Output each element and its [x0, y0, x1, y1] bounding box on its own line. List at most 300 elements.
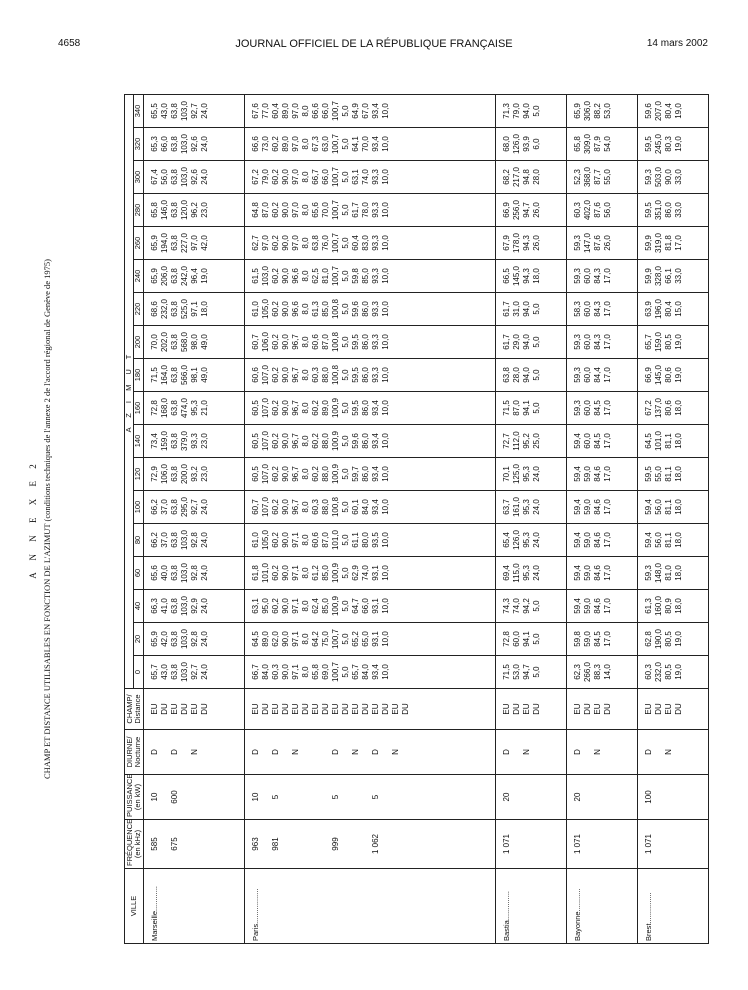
cell-line: 168,0: [159, 397, 169, 419]
cell-line: 84,6: [593, 532, 603, 548]
cell-line: 90,0: [280, 169, 290, 185]
cell-line: 59,5: [644, 136, 654, 152]
cell-line: 97,0: [290, 169, 300, 185]
cell-line: 79,0: [512, 103, 522, 119]
cell-line: 90,0: [280, 235, 290, 251]
table-cell: [638, 524, 709, 557]
cell-line: 60,2: [310, 433, 320, 449]
table-cell: [143, 260, 244, 293]
cell-line: D: [330, 749, 340, 755]
cell-line: 33,0: [674, 202, 684, 218]
cell-line: 60,2: [270, 301, 280, 317]
cell-line: [664, 822, 674, 866]
table-cell: [143, 293, 244, 326]
cell-line: EU: [270, 703, 280, 715]
cell-line: 19,0: [674, 103, 684, 119]
azimut-header-cell: 160: [134, 392, 143, 425]
cell-line: 100,7: [330, 661, 340, 683]
cell-line: 5,0: [340, 303, 350, 315]
cell-line: 5,0: [532, 303, 542, 315]
table-cell: [638, 95, 709, 128]
cell-line: 66,6: [250, 136, 260, 152]
cell-line: D: [270, 749, 280, 755]
azimut-header-cell: 260: [134, 227, 143, 260]
cell-line: DU: [512, 703, 522, 715]
table-cell: [244, 128, 496, 161]
cell-line: 5,0: [532, 633, 542, 645]
cell-line: 59,4: [573, 598, 583, 614]
cell-line: 70,0: [149, 334, 159, 350]
cell-line: 59,3: [573, 400, 583, 416]
cell-line: 17,0: [603, 301, 613, 317]
cell-line: 59,5: [644, 466, 654, 482]
cell-line: 309,0: [583, 133, 593, 155]
cell-line: DU: [320, 703, 330, 715]
table-cell: [496, 95, 567, 128]
cell-line: 147,0: [583, 232, 593, 254]
cell-line: 60,4: [270, 103, 280, 119]
cell-line: 23,0: [199, 202, 209, 218]
cell-line: 1 071: [573, 833, 583, 855]
rotated-page-content: [28, 94, 709, 944]
cell-line: 585: [149, 837, 159, 851]
cell-line: [160, 822, 170, 866]
table-cell: [143, 95, 244, 128]
table-cell: [567, 95, 638, 128]
cell-line: 256,0: [512, 199, 522, 221]
cell-line: 24,0: [532, 499, 542, 515]
cell-line: 200,0: [179, 463, 189, 485]
table-row: [496, 95, 567, 944]
cell-line: 97,0: [260, 235, 270, 251]
cell-line: [160, 732, 170, 772]
cell-line: 319,0: [654, 232, 664, 254]
cell-line: 101,0: [260, 562, 270, 584]
cell-line: 63,1: [350, 169, 360, 185]
cell-line: 28,0: [512, 367, 522, 383]
table-cell: [496, 590, 567, 623]
city-name: Bastia..............: [496, 869, 567, 944]
cell-line: 94,1: [522, 631, 532, 647]
cell-line: [311, 732, 321, 772]
azimut-header-cell: 240: [134, 260, 143, 293]
cell-line: 63,8: [169, 169, 179, 185]
cell-line: 63,8: [169, 136, 179, 152]
cell-line: EU: [593, 703, 603, 715]
cell-line: 95,3: [522, 499, 532, 515]
table-cell: [638, 689, 709, 730]
table-cell: [244, 524, 496, 557]
cell-line: 67,3: [310, 136, 320, 152]
table-cell: [143, 425, 244, 458]
cell-line: 145,0: [654, 364, 664, 386]
cell-line: 59,3: [573, 334, 583, 350]
cell-line: 63,8: [169, 631, 179, 647]
cell-line: 60,2: [270, 499, 280, 515]
cell-line: 80,4: [664, 103, 674, 119]
cell-line: 90,0: [280, 202, 290, 218]
cell-line: 60,7: [250, 499, 260, 515]
cell-line: 86,0: [360, 334, 370, 350]
cell-line: 60,2: [310, 466, 320, 482]
cell-line: 74,3: [502, 598, 512, 614]
cell-line: 101,0: [330, 529, 340, 551]
cell-line: 17,0: [603, 400, 613, 416]
table-subtitle: CHAMP ET DISTANCE UTILISABLES EN FONCTION DE L'AZIMUT (conditions techniques de l'annexe 2 de l'accord régional de Genève de 1975): [42, 258, 52, 780]
cell-line: N: [522, 749, 532, 755]
cell-line: [180, 777, 190, 817]
cell-line: 90,0: [280, 433, 290, 449]
table-cell: [244, 557, 496, 590]
cell-line: 217,0: [512, 166, 522, 188]
cell-line: [351, 777, 361, 817]
cell-line: 19,0: [674, 136, 684, 152]
cell-line: 306,0: [583, 100, 593, 122]
azimut-header-cell: 80: [134, 524, 143, 557]
cell-line: 100,7: [330, 133, 340, 155]
cell-line: [321, 822, 331, 866]
cell-line: 65,8: [310, 664, 320, 680]
cell-line: 94,0: [522, 103, 532, 119]
cell-line: 60,3: [310, 367, 320, 383]
table-cell: [244, 293, 496, 326]
cell-line: 25,0: [532, 433, 542, 449]
cell-line: N: [189, 749, 199, 755]
cell-line: 61,3: [644, 598, 654, 614]
cell-line: 61,2: [310, 565, 320, 581]
cell-line: 73,0: [260, 136, 270, 152]
cell-line: 18,0: [674, 598, 684, 614]
cell-line: 80,5: [664, 664, 674, 680]
cell-line: 94,0: [522, 367, 532, 383]
cell-line: 97,0: [189, 235, 199, 251]
cell-line: 137,0: [654, 397, 664, 419]
cell-line: [593, 777, 603, 817]
cell-line: 8,0: [300, 369, 310, 381]
cell-line: 66,7: [310, 169, 320, 185]
cell-line: 95,3: [522, 466, 532, 482]
cell-line: 8,0: [300, 237, 310, 249]
cell-line: 68,6: [149, 301, 159, 317]
cell-line: 100,7: [330, 100, 340, 122]
table-cell: [496, 491, 567, 524]
table-cell: [638, 590, 709, 623]
table-cell: [567, 689, 638, 730]
cell-line: 66,6: [310, 103, 320, 119]
cell-line: 24,0: [199, 169, 209, 185]
cell-line: 84,6: [593, 598, 603, 614]
cell-line: 93,3: [370, 301, 380, 317]
cell-line: 95,3: [522, 532, 532, 548]
cell-line: 100,7: [330, 628, 340, 650]
cell-line: 59,3: [573, 367, 583, 383]
cell-line: 80,5: [664, 631, 674, 647]
cell-line: 87,0: [260, 202, 270, 218]
cell-line: 8,0: [300, 303, 310, 315]
cell-line: 63,8: [169, 400, 179, 416]
cell-line: D: [573, 749, 583, 755]
cell-line: 86,0: [360, 433, 370, 449]
azimut-header-cell: 280: [134, 194, 143, 227]
table-cell: [244, 359, 496, 392]
cell-line: [341, 822, 351, 866]
cell-line: 8,0: [300, 567, 310, 579]
table-cell: [496, 128, 567, 161]
cell-line: [654, 732, 664, 772]
table-cell: [496, 656, 567, 689]
cell-line: 67,2: [250, 169, 260, 185]
table-cell: [143, 161, 244, 194]
cell-line: 66,3: [149, 598, 159, 614]
cell-line: 59,5: [350, 334, 360, 350]
cell-line: [603, 732, 613, 772]
cell-line: 66,2: [149, 532, 159, 548]
cell-line: 10: [250, 792, 260, 802]
cell-line: 41,0: [159, 598, 169, 614]
cell-line: 55,0: [654, 466, 664, 482]
cell-line: [532, 822, 542, 866]
cell-line: 5,0: [532, 402, 542, 414]
cell-line: 266,0: [583, 661, 593, 683]
table-cell: [143, 392, 244, 425]
cell-line: 100,8: [330, 364, 340, 386]
cell-line: 60,2: [270, 169, 280, 185]
cell-line: 72,8: [502, 631, 512, 647]
cell-line: 63,8: [169, 103, 179, 119]
cell-line: EU: [330, 703, 340, 715]
cell-line: 63,8: [169, 532, 179, 548]
cell-line: 93,4: [370, 664, 380, 680]
cell-line: DU: [300, 703, 310, 715]
cell-line: 63,8: [169, 598, 179, 614]
cell-line: 5,0: [532, 600, 542, 612]
cell-line: [603, 777, 613, 817]
cell-line: 63,8: [169, 334, 179, 350]
cell-line: 93,2: [189, 466, 199, 482]
cell-line: 92,9: [189, 598, 199, 614]
cell-line: [341, 732, 351, 772]
table-row: [638, 95, 709, 944]
cell-line: [180, 822, 190, 866]
cell-line: 84,0: [360, 664, 370, 680]
cell-line: [654, 822, 664, 866]
cell-line: D: [250, 749, 260, 755]
cell-line: 60,0: [583, 367, 593, 383]
cell-line: 107,0: [260, 463, 270, 485]
cell-line: 61,7: [350, 202, 360, 218]
cell-line: 84,6: [593, 499, 603, 515]
cell-line: D: [169, 749, 179, 755]
cell-line: 90,0: [280, 664, 290, 680]
table-cell: [496, 227, 567, 260]
table-row: [244, 95, 496, 944]
cell-line: 88,0: [320, 466, 330, 482]
cell-line: [291, 822, 301, 866]
cell-line: 92,8: [189, 631, 199, 647]
cell-line: 56,0: [654, 499, 664, 515]
cell-line: 196,0: [654, 298, 664, 320]
cell-line: 5: [270, 794, 280, 800]
cell-line: 94,7: [522, 664, 532, 680]
cell-line: 60,0: [583, 433, 593, 449]
cell-line: 59,3: [644, 565, 654, 581]
cell-line: 86,0: [360, 400, 370, 416]
cell-line: 24,0: [199, 565, 209, 581]
cell-line: 10,0: [380, 499, 390, 515]
cell-line: 40,0: [159, 565, 169, 581]
cell-line: 64,7: [350, 598, 360, 614]
cell-line: 60,5: [250, 433, 260, 449]
cell-line: 94,3: [522, 268, 532, 284]
cell-line: 5,0: [340, 633, 350, 645]
cell-line: 97,1: [290, 598, 300, 614]
cell-line: 62,7: [250, 235, 260, 251]
cell-line: 17,0: [603, 532, 613, 548]
table-cell: [567, 623, 638, 656]
cell-line: 18,0: [674, 400, 684, 416]
table-cell: [244, 590, 496, 623]
cell-line: 100,7: [330, 265, 340, 287]
table-cell: [567, 656, 638, 689]
cell-line: 84,3: [593, 268, 603, 284]
cell-line: 100,8: [330, 331, 340, 353]
cell-line: 88,0: [320, 499, 330, 515]
cell-line: 59,8: [350, 268, 360, 284]
cell-line: 76,0: [320, 235, 330, 251]
cell-line: 53,0: [512, 664, 522, 680]
cell-line: 105,0: [260, 298, 270, 320]
cell-line: 232,0: [159, 298, 169, 320]
cell-line: 66,2: [149, 499, 159, 515]
cell-line: 8,0: [300, 171, 310, 183]
cell-line: 59,4: [573, 499, 583, 515]
cell-line: 61,0: [250, 301, 260, 317]
cell-line: 67,2: [644, 400, 654, 416]
azimut-header-cell: 180: [134, 359, 143, 392]
city-name: Paris.................: [244, 869, 496, 944]
cell-line: 90,0: [280, 367, 290, 383]
cell-line: 103,0: [179, 628, 189, 650]
table-cell: [244, 194, 496, 227]
cell-line: 59,4: [573, 433, 583, 449]
cell-line: DU: [340, 703, 350, 715]
cell-line: 95,0: [260, 598, 270, 614]
cell-line: [190, 822, 200, 866]
cell-line: 93,1: [370, 598, 380, 614]
table-cell: [143, 227, 244, 260]
table-cell: [244, 689, 496, 730]
cell-line: 61,8: [250, 565, 260, 581]
cell-line: 80,5: [664, 334, 674, 350]
cell-line: EU: [250, 703, 260, 715]
table-cell: [496, 820, 567, 869]
cell-line: [261, 777, 271, 817]
cell-line: 93,3: [370, 268, 380, 284]
cell-line: N: [664, 749, 674, 755]
cell-line: 65,2: [350, 631, 360, 647]
cell-line: 59,5: [350, 367, 360, 383]
cell-line: 103,0: [260, 265, 270, 287]
cell-line: 97,0: [290, 103, 300, 119]
cell-line: 10,0: [380, 301, 390, 317]
cell-line: 66,0: [320, 103, 330, 119]
cell-line: 92,6: [189, 169, 199, 185]
cell-line: 60,2: [270, 367, 280, 383]
table-cell: [567, 524, 638, 557]
cell-line: EU: [290, 703, 300, 715]
cell-line: 61,3: [310, 301, 320, 317]
cell-line: 148,0: [654, 562, 664, 584]
cell-line: 65,7: [644, 334, 654, 350]
cell-line: 5,0: [340, 237, 350, 249]
table-cell: [244, 260, 496, 293]
cell-line: 60,3: [644, 664, 654, 680]
cell-line: 65,9: [149, 268, 159, 284]
cell-line: 63,8: [169, 565, 179, 581]
table-cell: [496, 161, 567, 194]
cell-line: 84,3: [593, 301, 603, 317]
cell-line: 568,0: [179, 331, 189, 353]
table-row: [143, 95, 244, 944]
cell-line: 84,4: [593, 367, 603, 383]
cell-line: 64,5: [644, 433, 654, 449]
cell-line: 56,0: [603, 202, 613, 218]
cell-line: 60,7: [250, 334, 260, 350]
cell-line: 86,0: [360, 301, 370, 317]
cell-line: [361, 822, 371, 866]
cell-line: 64,9: [350, 103, 360, 119]
cell-line: [583, 732, 593, 772]
cell-line: 6,0: [532, 138, 542, 150]
col-ville: VILLE: [125, 869, 144, 944]
cell-line: 61,1: [350, 532, 360, 548]
table-cell: [496, 623, 567, 656]
table-cell: [638, 293, 709, 326]
cell-line: 69,4: [502, 565, 512, 581]
cell-line: 60,2: [270, 433, 280, 449]
cell-line: 96,7: [290, 466, 300, 482]
cell-line: 61,0: [250, 532, 260, 548]
cell-line: 112,0: [512, 431, 522, 451]
table-cell: [496, 392, 567, 425]
table-cell: [638, 458, 709, 491]
cell-line: [291, 777, 301, 817]
table-cell: [638, 820, 709, 869]
cell-line: 72,7: [502, 433, 512, 449]
cell-line: N: [350, 749, 360, 755]
cell-line: 80,0: [360, 532, 370, 548]
cell-line: 1 071: [644, 833, 654, 855]
table-cell: [143, 623, 244, 656]
cell-line: 59,4: [644, 532, 654, 548]
cell-line: 66,9: [644, 367, 654, 383]
cell-line: 14,0: [603, 664, 613, 680]
cell-line: EU: [149, 703, 159, 715]
cell-line: 59,0: [583, 631, 593, 647]
cell-line: 92,7: [189, 103, 199, 119]
cell-line: 84,5: [593, 400, 603, 416]
cell-line: 10,0: [380, 334, 390, 350]
cell-line: 81,0: [320, 268, 330, 284]
cell-line: 60,6: [310, 334, 320, 350]
cell-line: 59,4: [644, 499, 654, 515]
cell-line: 24,0: [532, 532, 542, 548]
cell-line: 55,0: [603, 169, 613, 185]
cell-line: 88,2: [593, 103, 603, 119]
table-cell: [244, 775, 496, 820]
cell-line: 21,0: [199, 400, 209, 416]
city-name: Brest...............: [638, 869, 709, 944]
